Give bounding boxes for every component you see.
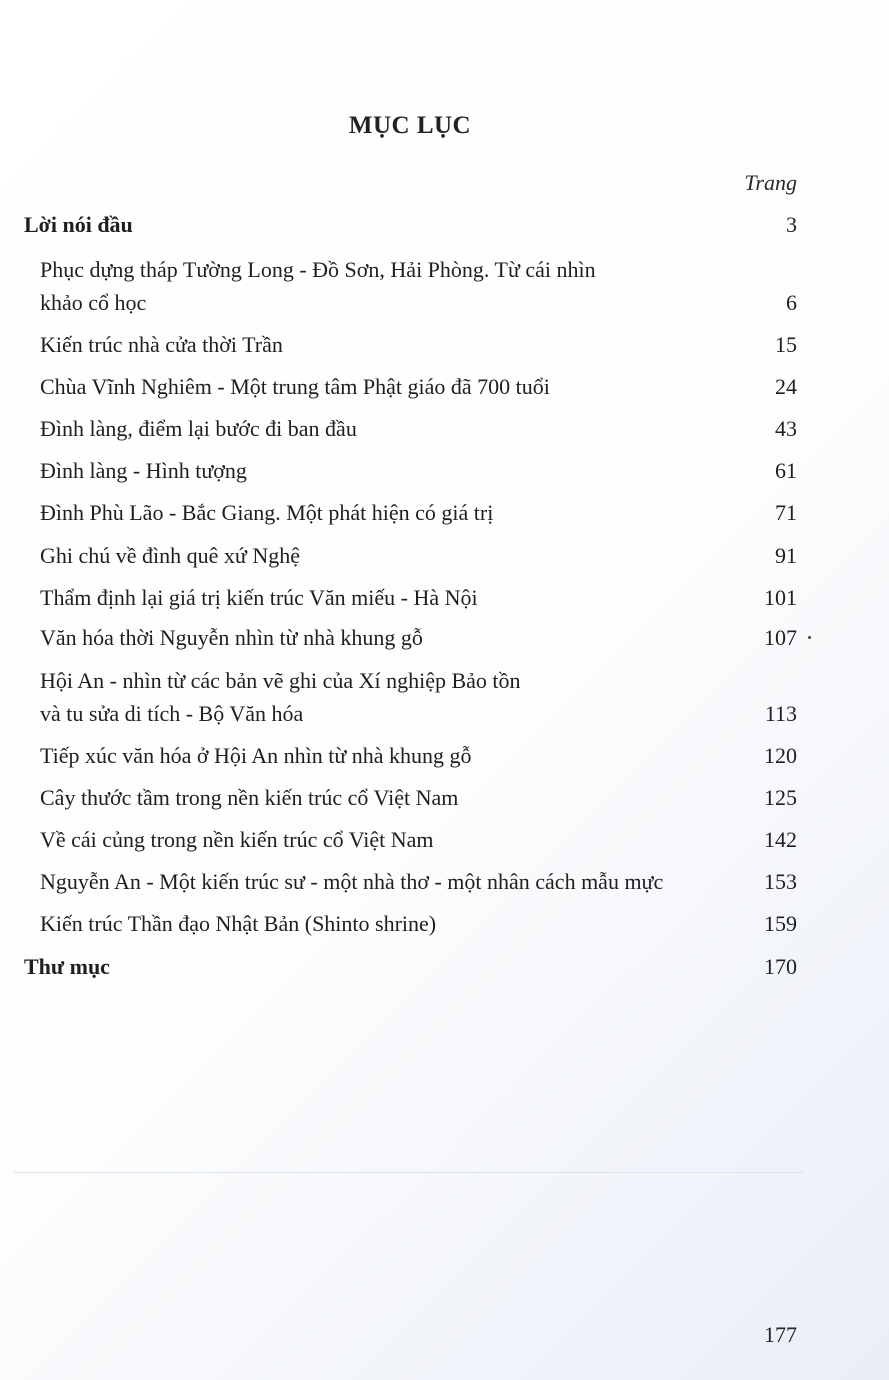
page-title: MỤC LỤC	[348, 112, 472, 139]
toc-entry-title-line1: Hội An - nhìn từ các bản vẽ ghi của Xí nghiệp Bảo tồn	[40, 668, 521, 693]
toc-entry-title: Đình làng - Hình tượng	[40, 458, 247, 483]
toc-entry-page: 71	[775, 500, 797, 525]
toc-entry-page: 101	[764, 585, 797, 610]
toc-entry-page: 61	[775, 458, 797, 483]
toc-entry-title: Thư mục	[24, 954, 110, 979]
page-column-label: Trang	[744, 170, 797, 195]
toc-entry-page: 142	[764, 827, 797, 852]
toc-entry-title: Kiến trúc Thần đạo Nhật Bản (Shinto shrine)	[40, 911, 437, 936]
toc-entry-page: 91	[775, 543, 797, 568]
toc-entry-title: Lời nói đầu	[24, 212, 133, 237]
toc-entry-title: Cây thước tầm trong nền kiến trúc cổ Việt Nam	[40, 785, 459, 810]
toc-entry-page: 125	[764, 785, 797, 810]
toc-entry-title: khảo cổ học	[40, 290, 147, 315]
toc-entry-page: 159	[764, 911, 797, 936]
toc-entry-title: Tiếp xúc văn hóa ở Hội An nhìn từ nhà khung gỗ	[40, 743, 472, 768]
toc-entry-page: 15	[775, 332, 797, 357]
toc-entry-page: 153	[764, 869, 797, 894]
toc-entry-title: Đình Phù Lão - Bắc Giang. Một phát hiện có giá trị	[40, 500, 494, 525]
toc-entry-title: Nguyễn An - Một kiến trúc sư - một nhà thơ - một nhân cách mẫu mực	[40, 869, 664, 894]
toc-entry-page: 6	[786, 290, 797, 315]
toc-entry-title-line1: Phục dựng tháp Tường Long - Đồ Sơn, Hải Phòng. Từ cái nhìn	[40, 257, 596, 282]
toc-entry-title: Văn hóa thời Nguyễn nhìn từ nhà khung gỗ	[40, 625, 423, 650]
toc-entry-title: Ghi chú về đình quê xứ Nghệ	[40, 543, 300, 568]
toc-entry-page: 107	[764, 625, 797, 650]
scan-speck	[808, 636, 811, 639]
toc-entry-title: Kiến trúc nhà cửa thời Trần	[40, 332, 283, 357]
page-number: 177	[764, 1322, 797, 1347]
toc-entry-page: 120	[764, 743, 797, 768]
toc-entry-page: 170	[764, 954, 797, 979]
toc-entry-page: 24	[775, 374, 797, 399]
toc-entry-page: 3	[786, 212, 797, 237]
footer-divider	[14, 1172, 804, 1173]
toc-entry-page: 113	[764, 701, 797, 726]
toc-entry-page: 43	[775, 416, 797, 441]
toc-entry-title: Về cái củng trong nền kiến trúc cổ Việt Nam	[40, 827, 434, 852]
toc-entry-title: Chùa Vĩnh Nghiêm - Một trung tâm Phật giáo đã 700 tuổi	[40, 374, 550, 399]
toc-entry-title: Đình làng, điểm lại bước đi ban đầu	[40, 416, 357, 441]
toc-entry-title: và tu sửa di tích - Bộ Văn hóa	[40, 701, 304, 726]
toc-entry-title: Thẩm định lại giá trị kiến trúc Văn miếu - Hà Nội	[40, 585, 478, 610]
